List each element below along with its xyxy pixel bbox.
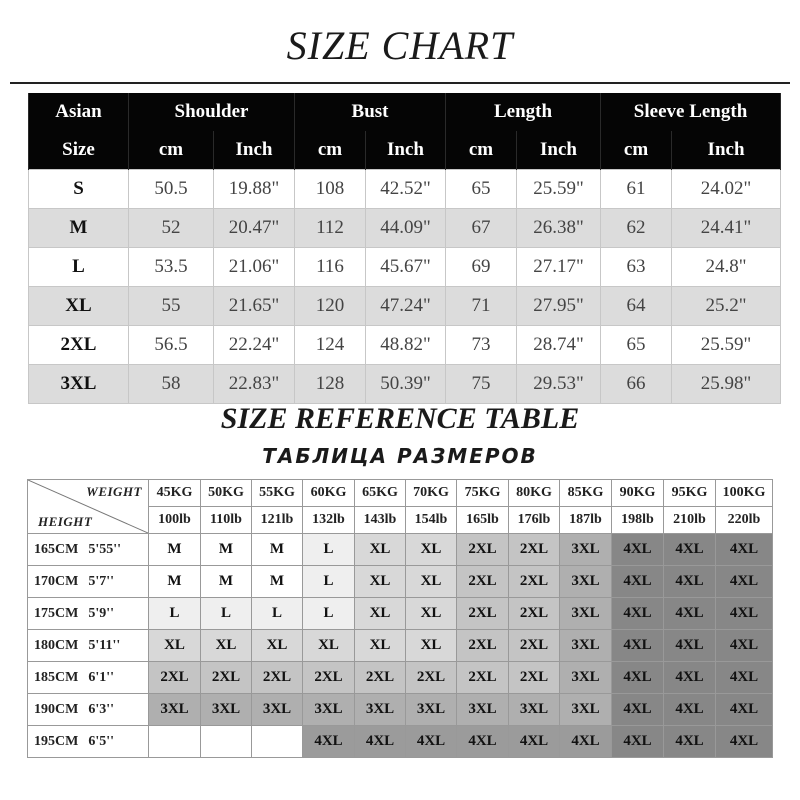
measurement-cell: 120 [295, 286, 366, 325]
subheader-inch: Inch [214, 131, 295, 169]
reference-title: SIZE REFERENCE TABLE [220, 402, 580, 435]
size-row [29, 208, 781, 247]
recommended-size-cell: 4XL [716, 566, 773, 598]
measurement-cell: 52 [129, 208, 214, 247]
recommended-size-cell: 3XL [560, 694, 612, 726]
recommended-size-cell: 3XL [560, 534, 612, 566]
recommended-size-cell: XL [303, 630, 355, 662]
size-row [29, 325, 781, 364]
recommended-size-cell: XL [406, 566, 457, 598]
measurement-cell: 48.82" [366, 325, 446, 364]
height-row [28, 694, 773, 726]
page-title: SIZE CHART [286, 23, 514, 68]
weight-lb-header: 198lb [612, 507, 664, 534]
height-row [28, 534, 773, 566]
measurement-cell: 73 [446, 325, 517, 364]
weight-lb-header: 132lb [303, 507, 355, 534]
recommended-size-cell: 3XL [457, 694, 509, 726]
weight-lb-header: 121lb [252, 507, 303, 534]
weight-lb-header: 100lb [149, 507, 201, 534]
recommended-size-cell: 2XL [201, 662, 252, 694]
measurement-cell: 45.67" [366, 247, 446, 286]
weight-lb-header: 143lb [355, 507, 406, 534]
recommended-size-cell: XL [406, 598, 457, 630]
weight-kg-header: 70KG [406, 480, 457, 507]
subheader-inch: Inch [366, 131, 446, 169]
height-cm: 195CM [34, 733, 79, 749]
measurement-cell: 71 [446, 286, 517, 325]
height-row [28, 598, 773, 630]
recommended-size-cell: M [149, 566, 201, 598]
size-cell: S [29, 169, 129, 208]
recommended-size-cell: 4XL [612, 662, 664, 694]
recommended-size-cell [252, 726, 303, 758]
recommended-size-cell: 4XL [716, 534, 773, 566]
measurement-cell: 24.8" [672, 247, 781, 286]
recommended-size-cell: XL [406, 630, 457, 662]
measurement-cell: 19.88" [214, 169, 295, 208]
size-cell: 3XL [29, 364, 129, 403]
height-label-cell [28, 694, 149, 726]
measurement-cell: 27.17" [517, 247, 601, 286]
recommended-size-cell: 4XL [612, 534, 664, 566]
measurement-cell: 20.47" [214, 208, 295, 247]
recommended-size-cell: L [149, 598, 201, 630]
recommended-size-cell: 3XL [149, 694, 201, 726]
header-bust: Bust [295, 93, 446, 131]
recommended-size-cell: 3XL [560, 566, 612, 598]
recommended-size-cell: M [252, 534, 303, 566]
size-chart-header-row [29, 93, 781, 131]
size-row [29, 247, 781, 286]
header-shoulder: Shoulder [129, 93, 295, 131]
recommended-size-cell: 4XL [664, 630, 716, 662]
measurement-cell: 42.52" [366, 169, 446, 208]
recommended-size-cell: 2XL [149, 662, 201, 694]
recommended-size-cell: 3XL [560, 662, 612, 694]
recommended-size-cell: 4XL [716, 598, 773, 630]
weight-kg-header: 75KG [457, 480, 509, 507]
recommended-size-cell: 4XL [612, 694, 664, 726]
recommended-size-cell: 2XL [303, 662, 355, 694]
measurement-cell: 25.98" [672, 364, 781, 403]
height-ft-in: 6'3'' [88, 701, 114, 717]
recommended-size-cell: 4XL [612, 566, 664, 598]
recommended-size-cell: 3XL [509, 694, 560, 726]
recommended-size-cell: 2XL [252, 662, 303, 694]
weight-kg-header: 45KG [149, 480, 201, 507]
recommended-size-cell: 3XL [252, 694, 303, 726]
recommended-size-cell: L [303, 566, 355, 598]
recommended-size-cell: L [252, 598, 303, 630]
weight-lb-header: 220lb [716, 507, 773, 534]
subheader-cm: cm [446, 131, 517, 169]
weight-kg-header: 50KG [201, 480, 252, 507]
weight-kg-header: 85KG [560, 480, 612, 507]
subheader-size: Size [29, 131, 129, 169]
weight-kg-header: 55KG [252, 480, 303, 507]
height-cm: 175CM [34, 605, 79, 621]
measurement-cell: 65 [446, 169, 517, 208]
measurement-cell: 56.5 [129, 325, 214, 364]
height-cm: 185CM [34, 669, 79, 685]
measurement-cell: 63 [601, 247, 672, 286]
measurement-cell: 24.02" [672, 169, 781, 208]
weight-lb-header: 110lb [201, 507, 252, 534]
measurement-cell: 29.53" [517, 364, 601, 403]
recommended-size-cell: 4XL [664, 694, 716, 726]
height-cm: 190CM [34, 701, 79, 717]
recommended-size-cell: XL [252, 630, 303, 662]
size-cell: XL [29, 286, 129, 325]
weight-kg-row [28, 480, 773, 507]
measurement-cell: 128 [295, 364, 366, 403]
size-chart-table [28, 93, 781, 404]
measurement-cell: 75 [446, 364, 517, 403]
header-length: Length [446, 93, 601, 131]
weight-lb-header: 165lb [457, 507, 509, 534]
height-label-cell [28, 630, 149, 662]
recommended-size-cell: 4XL [664, 566, 716, 598]
recommended-size-cell: 3XL [560, 630, 612, 662]
measurement-cell: 27.95" [517, 286, 601, 325]
height-label-cell [28, 726, 149, 758]
measurement-cell: 66 [601, 364, 672, 403]
measurement-cell: 50.39" [366, 364, 446, 403]
weight-kg-header: 80KG [509, 480, 560, 507]
recommended-size-cell: 2XL [509, 598, 560, 630]
measurement-cell: 26.38" [517, 208, 601, 247]
recommended-size-cell: 4XL [716, 630, 773, 662]
recommended-size-cell: XL [406, 534, 457, 566]
recommended-size-cell: 2XL [355, 662, 406, 694]
measurement-cell: 28.74" [517, 325, 601, 364]
recommended-size-cell: 2XL [509, 534, 560, 566]
recommended-size-cell: 3XL [406, 694, 457, 726]
subheader-inch: Inch [517, 131, 601, 169]
recommended-size-cell: 3XL [355, 694, 406, 726]
recommended-size-cell: M [201, 534, 252, 566]
recommended-size-cell: 3XL [303, 694, 355, 726]
height-cm: 170CM [34, 573, 79, 589]
recommended-size-cell: L [303, 534, 355, 566]
recommended-size-cell: 4XL [716, 694, 773, 726]
subheader-cm: cm [129, 131, 214, 169]
recommended-size-cell: 4XL [560, 726, 612, 758]
subheader-inch: Inch [672, 131, 781, 169]
recommended-size-cell: 2XL [457, 566, 509, 598]
header-asian: Asian [29, 93, 129, 131]
recommended-size-cell: 4XL [664, 726, 716, 758]
size-chart-subheader-row [29, 131, 781, 169]
size-reference-table [27, 479, 773, 758]
height-cm: 165CM [34, 541, 79, 557]
height-label-cell [28, 598, 149, 630]
measurement-cell: 25.59" [672, 325, 781, 364]
recommended-size-cell: 4XL [716, 662, 773, 694]
height-ft-in: 5'7'' [88, 573, 114, 589]
recommended-size-cell: 4XL [612, 630, 664, 662]
height-label-cell [28, 566, 149, 598]
recommended-size-cell: 3XL [201, 694, 252, 726]
measurement-cell: 53.5 [129, 247, 214, 286]
height-ft-in: 6'1'' [88, 669, 114, 685]
weight-kg-header: 65KG [355, 480, 406, 507]
reference-title-russian: ТАБЛИЦА РАЗМЕРОВ [262, 444, 538, 468]
recommended-size-cell: 4XL [664, 662, 716, 694]
recommended-size-cell: 4XL [664, 534, 716, 566]
size-row [29, 169, 781, 208]
measurement-cell: 61 [601, 169, 672, 208]
height-row [28, 630, 773, 662]
recommended-size-cell [149, 726, 201, 758]
recommended-size-cell: 4XL [509, 726, 560, 758]
weight-lb-header: 154lb [406, 507, 457, 534]
recommended-size-cell: 4XL [612, 726, 664, 758]
measurement-cell: 58 [129, 364, 214, 403]
weight-lb-header: 187lb [560, 507, 612, 534]
measurement-cell: 22.83" [214, 364, 295, 403]
measurement-cell: 21.06" [214, 247, 295, 286]
measurement-cell: 25.59" [517, 169, 601, 208]
measurement-cell: 65 [601, 325, 672, 364]
recommended-size-cell: 2XL [406, 662, 457, 694]
recommended-size-cell: 2XL [457, 534, 509, 566]
size-cell: 2XL [29, 325, 129, 364]
weight-kg-header: 60KG [303, 480, 355, 507]
recommended-size-cell: 4XL [612, 598, 664, 630]
recommended-size-cell: XL [201, 630, 252, 662]
recommended-size-cell: 2XL [457, 630, 509, 662]
height-label-cell [28, 662, 149, 694]
measurement-cell: 47.24" [366, 286, 446, 325]
recommended-size-cell: 4XL [406, 726, 457, 758]
measurement-cell: 116 [295, 247, 366, 286]
recommended-size-cell: M [201, 566, 252, 598]
measurement-cell: 108 [295, 169, 366, 208]
measurement-cell: 67 [446, 208, 517, 247]
height-row [28, 726, 773, 758]
recommended-size-cell: L [303, 598, 355, 630]
height-ft-in: 5'11'' [88, 637, 121, 653]
subheader-cm: cm [601, 131, 672, 169]
measurement-cell: 44.09" [366, 208, 446, 247]
recommended-size-cell: XL [149, 630, 201, 662]
recommended-size-cell: 4XL [303, 726, 355, 758]
recommended-size-cell: XL [355, 566, 406, 598]
recommended-size-cell: 4XL [664, 598, 716, 630]
measurement-cell: 64 [601, 286, 672, 325]
size-cell: M [29, 208, 129, 247]
weight-lb-header: 176lb [509, 507, 560, 534]
height-ft-in: 5'9'' [88, 605, 114, 621]
measurement-cell: 69 [446, 247, 517, 286]
recommended-size-cell [201, 726, 252, 758]
height-cm: 180CM [34, 637, 79, 653]
recommended-size-cell: 4XL [355, 726, 406, 758]
size-cell: L [29, 247, 129, 286]
size-row [29, 364, 781, 403]
measurement-cell: 124 [295, 325, 366, 364]
recommended-size-cell: 2XL [509, 662, 560, 694]
recommended-size-cell: 4XL [716, 726, 773, 758]
recommended-size-cell: 2XL [457, 662, 509, 694]
measurement-cell: 112 [295, 208, 366, 247]
height-row [28, 662, 773, 694]
weight-kg-header: 90KG [612, 480, 664, 507]
recommended-size-cell: XL [355, 598, 406, 630]
recommended-size-cell: L [201, 598, 252, 630]
recommended-size-cell: M [149, 534, 201, 566]
height-label: HEIGHT [38, 514, 93, 529]
measurement-cell: 50.5 [129, 169, 214, 208]
height-label-cell [28, 534, 149, 566]
measurement-cell: 21.65" [214, 286, 295, 325]
title-divider [10, 82, 790, 84]
recommended-size-cell: 2XL [509, 566, 560, 598]
recommended-size-cell: 4XL [457, 726, 509, 758]
subheader-cm: cm [295, 131, 366, 169]
measurement-cell: 22.24" [214, 325, 295, 364]
measurement-cell: 25.2" [672, 286, 781, 325]
recommended-size-cell: 2XL [509, 630, 560, 662]
measurement-cell: 24.41" [672, 208, 781, 247]
measurement-cell: 55 [129, 286, 214, 325]
recommended-size-cell: 2XL [457, 598, 509, 630]
weight-lb-header: 210lb [664, 507, 716, 534]
weight-kg-header: 95KG [664, 480, 716, 507]
weight-height-corner [28, 480, 149, 534]
height-ft-in: 5'55'' [88, 541, 121, 557]
height-row [28, 566, 773, 598]
size-row [29, 286, 781, 325]
recommended-size-cell: XL [355, 630, 406, 662]
recommended-size-cell: M [252, 566, 303, 598]
height-ft-in: 6'5'' [88, 733, 114, 749]
recommended-size-cell: 3XL [560, 598, 612, 630]
measurement-cell: 62 [601, 208, 672, 247]
header-sleeve-length: Sleeve Length [601, 93, 781, 131]
weight-kg-header: 100KG [716, 480, 773, 507]
recommended-size-cell: XL [355, 534, 406, 566]
weight-label: WEIGHT [86, 484, 142, 499]
